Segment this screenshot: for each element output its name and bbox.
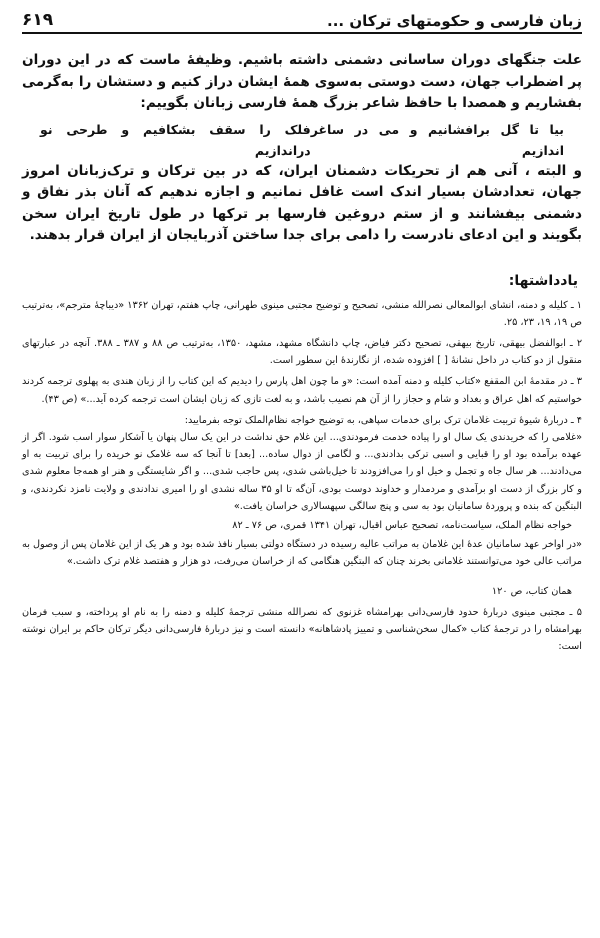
main-text [22,50,582,247]
footnote-4-source: خواجه نظام الملک، سیاست‌نامه، تصحیح عباس اقبال، تهران ۱۳۴۱ قمری، ص ۷۶ ـ ۸۲ [232,519,572,531]
footnote-2: ۲ ـ ابوالفضل بیهقی، تاریخ بیهقی، تصحیح دکتر فیاض، چاپ دانشگاه مشهد، مشهد، ۱۳۵۰، به‌ترتیب ص ۸۸ و ۳۸۷ ـ ۳۸۸. آنچه در عبارتهای منقول از دو کتاب در داخل نشانهٔ [ ] افزوده شده، از نگارندهٔ این سطور است. [22,337,583,367]
notes-heading: یادداشتها: [508,272,578,289]
footnote-4-quote-2: «در اواخر عهد سامانیان عدهٔ این غلامان به مراتب عالیه رسیده در دستگاه دولتی بسیار نافذ شده بود و هر یک از این غلامان پس از وصول به مراتب عالی خود می‌توانستند غلامانی بخرند چنان که البتگین هنگامی که از خراسان می‌رفت، دو هزار و هفتصد غلام ترک داشت.» [22,539,582,568]
footnote-3: ۳ ـ در مقدمهٔ ابن المقفع «کتاب کلیله و دمنه آمده است: «و ما چون اهل پارس را دیدیم که این کتاب را از زبان هندی به پهلوی ترجمه کردند خواستیم که اهل عراق و بغداد و شام و حجاز را از آن هم نصیب باشد، و به لغت تازی که زبان ایشان است ترجمه کرده آید...» (ص ۴۳). [22,376,582,405]
footnote-1: ۱ ـ کلیله و دمنه، انشای ابوالمعالی نصرالله منشی، تصحیح و توضیح مجتبی مینوی طهرانی، چاپ هفتم، تهران ۱۳۶۲ «دیباچهٔ مترجم»، به‌ترتیب ص ۱۹، ۱۹، ۲۳، ۲۵. [22,299,582,328]
page-number: ۶۱۹ [22,10,54,30]
poem-verse [40,119,564,161]
paragraph: علت جنگهای دوران ساسانی دشمنی داشته باشیم. وظیفهٔ ماست که در این دوران پر اضطراب جهان، دست دوستی به‌سوی همهٔ ایشان دراز کنیم و دستشان را به‌گرمی بفشاریم و همصدا با حافظ شاعر بزرگ همهٔ فارسی زبانان بگوییم: [22,52,582,111]
paragraph: و البته ، آنی هم از تحریکات دشمنان ایران، که در بین ترکان و ترک‌زبانان امروز جهان، تعدادشان بسیار اندک است غافل نمانیم و اجازه ندهیم که آنان بذر نفاق و دشمنی بیفشانند و از ستم دروغین فارسها بر ترکها در طول تاریخ ایران سخن بگویند و این ادعای نادرست را دامی برای جدا ساختن آذربایجان از ایران قرار بدهند. [22,162,582,243]
notes-section [22,297,582,656]
verse-hemistich-right: بیا تا گل برافشانیم و می در ساغر اندازیم [310,121,564,158]
running-title: زبان فارسی و حکومتهای ترکان ... [327,12,582,30]
verse-hemistich-left: فلک را سقف بشکافیم و طرحی نو دراندازیم [40,121,311,158]
footnote-5: ۵ ـ مجتبی مینوی دربارهٔ حدود فارسی‌دانی بهرامشاه غزنوی که نصرالله منشی ترجمهٔ کلیله و دمنه را به نام او پرداخته، و سبب فرمان بهرامشاه را در ترجمهٔ کتاب «کمال سخن‌شناسی و تمییز پادشاهانه» دانسته است و نیز دربارهٔ فارسی‌دانی دیگر ترکان حاکم بر ایران نوشته است: [22,606,582,653]
footnote-4-source-2: همان کتاب، ص ۱۲۰ [491,585,572,597]
page-header [22,4,582,34]
footnote-4: ۴ ـ دربارهٔ شیوهٔ تربیت غلامان ترک برای خدمات سپاهی، به توضیح خواجه نظام‌الملک توجه بفرمایید: [184,414,582,426]
book-page [22,4,582,655]
footnote-4-quote: «غلامی را که خریدندی یک سال او را پیاده خدمت فرمودندی... این غلام حق نداشت در این یک سال پنهان یا آشکار سوار اسب شود. اگر از عهده برآمده بود او را قبایی و اسبی ترکی بدادندی... و لگامی از دوال ساده... [بعد] تا آنجا که سه غلامک نو خریده را برای تربیت به او می‌دادند... هر سال جاه و تجمل و خیل او را می‌افزودند تا خیل‌باشی شدی، پس حاجب شدی... و اگر شایستگی و هنر او همه‌جا معلوم شدی و کار بزرگ از دست او برآمدی و مردمدار و خداوند دوست بودی، آن‌گه تا او ۳۵ ساله نشدی او را امیری ندادندی و ولایت نامزد نکردندی، و البتگین که بنده و پروردهٔ سامانیان بود به سی و پنج سالگی سپهسالاری خراسان یافت.» [22,431,582,512]
